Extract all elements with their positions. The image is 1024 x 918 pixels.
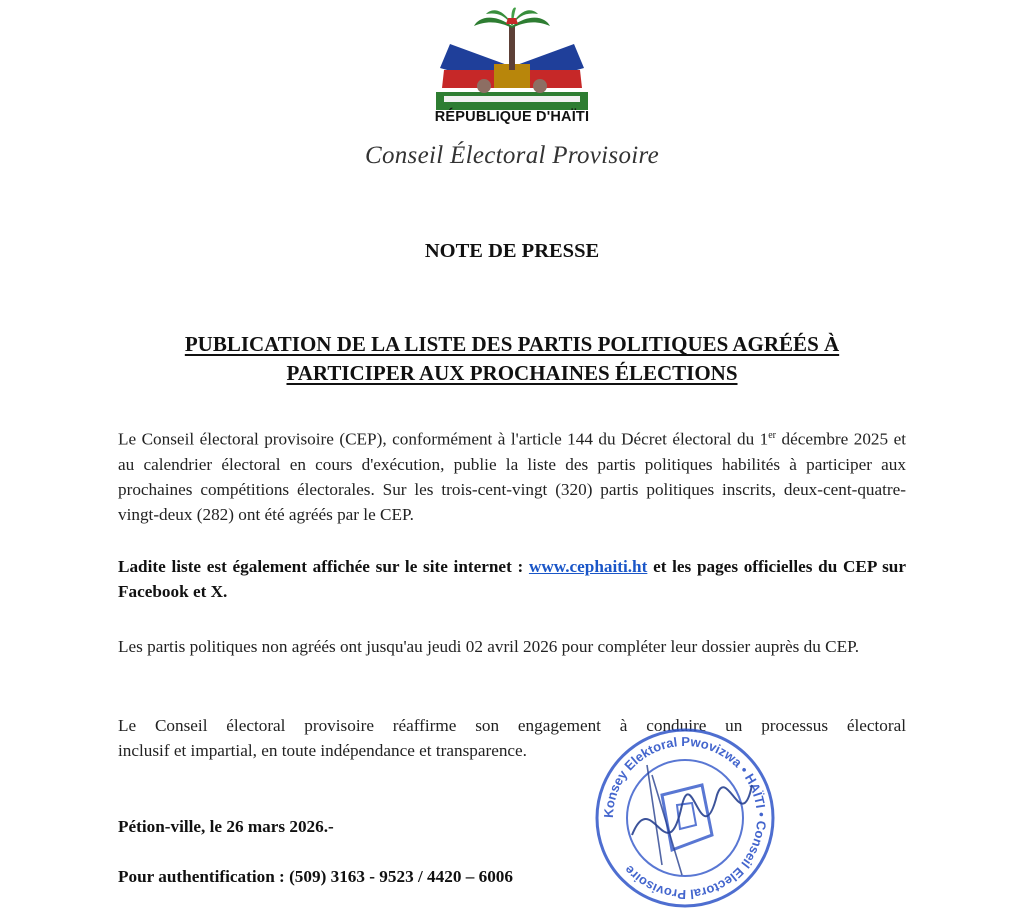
paragraph-1-start: Le Conseil électoral provisoire (CEP), conformément à l'article 144 du Décret électoral du 1 <box>118 429 769 449</box>
paragraph-3: Les partis politiques non agréés ont jusqu'au jeudi 02 avril 2026 pour compléter leur dossier auprès du CEP. <box>118 637 860 656</box>
place-date: Pétion-ville, le 26 mars 2026.- <box>118 817 334 836</box>
paragraph-4-line-1: Le Conseil électoral provisoire réaffirme son engagement à conduire un processus électoral <box>118 716 906 735</box>
stamp-text: Konsey Elektoral Pwovizwa • HAÏTI • Conseil Electoral Provisoire <box>600 733 770 903</box>
council-name: Conseil Électoral Provisoire <box>364 142 659 169</box>
coat-of-arms-icon <box>430 6 594 114</box>
superscript-er: er <box>768 430 777 441</box>
paragraph-4 <box>118 713 906 763</box>
press-note-title: NOTE DE PRESSE <box>424 240 600 262</box>
official-stamp-icon <box>592 725 778 911</box>
paragraph-4-line-2: inclusif et impartial, en toute indépendance et transparence. <box>118 741 527 760</box>
paragraph-1 <box>118 423 906 527</box>
paragraph-2-start: Ladite liste est également affichée sur le site internet : <box>118 557 529 576</box>
headline-line-1: PUBLICATION DE LA LISTE DES PARTIS POLITIQUES AGRÉÉS À <box>184 332 840 356</box>
website-link[interactable]: www.cephaiti.ht <box>528 557 648 576</box>
headline <box>100 330 924 388</box>
paragraph-1-rest: décembre 2025 et au calendrier électoral en cours d'exécution, publie la liste des partis politiques habilités à participer aux prochaines compétitions électorales. Sur les trois-cent-vingt (320) partis politiques inscrits, deux-cent-quatre-vingt-deux (282) ont été agréés par le CEP. <box>118 429 906 524</box>
paragraph-2 <box>118 554 906 604</box>
paragraph-2-rest: et les pages officielles du CEP sur Facebook et X. <box>118 557 906 601</box>
republic-heading: RÉPUBLIQUE D'HAÏTI <box>434 109 590 125</box>
authentication-phone: Pour authentification : (509) 3163 - 9523 / 4420 – 6006 <box>118 867 513 886</box>
headline-line-2: PARTICIPER AUX PROCHAINES ÉLECTIONS <box>286 361 738 385</box>
